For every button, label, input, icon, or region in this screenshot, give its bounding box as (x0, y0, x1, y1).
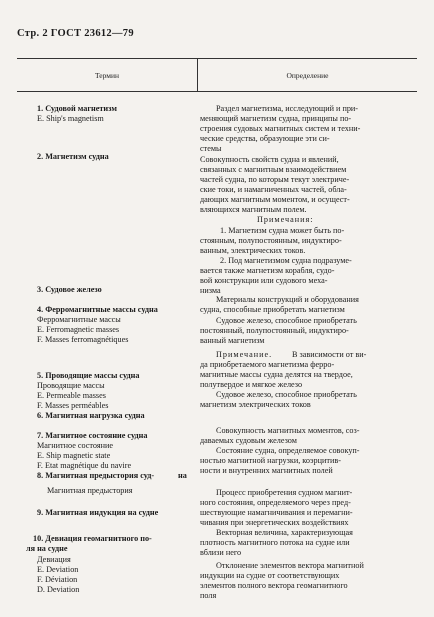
def-10-line: Отклонение элементов вектора магнитной (216, 561, 364, 570)
term-3-title: 3. Судовое железо (37, 285, 102, 294)
def-2-note-line: вой конструкции или судового меха- (200, 276, 328, 285)
def-4-line: ванный магнетизм (200, 336, 265, 345)
def-9-line: вблизи него (200, 548, 242, 557)
term-5-title: 5. Проводящие массы судна (37, 371, 140, 380)
def-2-line: связанных с магнитным взаимодействием (200, 165, 347, 174)
def-7-line: ностью магнитной нагрузки, коэрцитив- (200, 456, 341, 465)
def-2-note-line: стоянным, полупостоянным, индуктиро- (200, 236, 342, 245)
def-2-notes-title: Примечания: (257, 215, 314, 224)
column-header-definitions: Определение (286, 71, 329, 80)
term-10-title-line-2: ля на судне (26, 544, 68, 553)
def-4-note-line: магнитные массы судна делятся на твердое, (200, 370, 353, 379)
term-7-synonym: Магнитное состояние (37, 441, 114, 450)
def-4-note-line: да приобретаемого магнетизма ферро- (200, 360, 335, 369)
term-8-title-line-1: 8. Магнитная предыстория суд- (37, 471, 155, 480)
term-10-french: F. Déviation (37, 575, 78, 584)
def-3-line: Материалы конструкций и оборудования (216, 295, 359, 304)
term-7-french: F. Etat magnétique du navire (37, 461, 132, 470)
term-8-synonym: Магнитная предыстория (47, 486, 133, 495)
term-7-title: 7. Магнитное состояние судна (37, 431, 148, 440)
def-2-line: вляющихся магнитным полем. (200, 205, 307, 214)
def-3-line: судна, способные приобретать магнетизм (200, 305, 345, 314)
term-6-title: 6. Магнитная нагрузка судна (37, 411, 145, 420)
term-4-title: 4. Ферромагнитные массы судна (37, 305, 158, 314)
def-9-line: плотность магнитного потока на судне или (200, 538, 350, 547)
term-9-title: 9. Магнитная индукция на судне (37, 508, 159, 517)
def-4-note-title: Примечание. (216, 350, 273, 359)
term-10-english: E. Deviation (37, 565, 79, 574)
def-2-note-line: 2. Под магнетизмом судна подразуме- (220, 256, 352, 265)
def-8-line: ного состояния, определяемого через пред- (200, 498, 351, 507)
term-4-english: E. Ferromagnetic masses (37, 325, 120, 334)
def-1-line: Раздел магнетизма, исследующий и при- (216, 104, 359, 113)
def-7-line: ности и внутренних магнитных полей (200, 466, 333, 475)
def-1-line: меняющий магнетизм судна, принципы по- (200, 114, 352, 123)
def-8-line: чивания при энергетических воздействиях (200, 518, 349, 527)
page-header: Стр. 2 ГОСТ 23612—79 (17, 28, 134, 39)
term-1-english: E. Ship's magnetism (37, 114, 104, 123)
term-4-synonym: Ферромагнитные массы (37, 315, 121, 324)
def-1-line: ческие средства, образующие эти си- (200, 134, 330, 143)
def-2-line: частей судна, по которым текут электриче- (200, 175, 350, 184)
term-5-french: F. Masses perméables (37, 401, 109, 410)
def-5-line: Судовое железо, способное приобретать (216, 390, 357, 399)
def-6-line: даваемых судовым железом (200, 436, 297, 445)
term-2-title: 2. Магнетизм судна (37, 152, 109, 161)
def-4-line: Судовое железо, способное приобретать (216, 316, 357, 325)
def-1-line: строения судовых магнитных систем и техни- (200, 124, 361, 133)
def-2-line: дающих магнитным моментом, и осущест- (200, 195, 350, 204)
def-10-line: индукции на судне от соответствующих (200, 571, 340, 580)
term-5-synonym: Проводящие массы (37, 381, 105, 390)
def-8-line: шествующие намагничивания и перемагни- (200, 508, 353, 517)
def-4-line: постоянный, полупостоянный, индуктиро- (200, 326, 349, 335)
def-2-note-line: низма (200, 286, 221, 295)
def-4-note-line: В зависимости от ви- (292, 350, 367, 359)
def-10-line: элементов полного вектора геомагнитного (200, 581, 348, 590)
def-7-line: Состояние судна, определяемое совокуп- (216, 446, 360, 455)
term-7-english: E. Ship magnetic state (37, 451, 111, 460)
def-2-line: Совокупность свойств судна и явлений, (200, 155, 339, 164)
table-top-rule (17, 58, 417, 59)
table-header-rule (17, 91, 417, 92)
def-2-line: ские токи, и намагниченных частей, обла- (200, 185, 347, 194)
def-4-note-line: полутвердое и мягкое железо (200, 380, 303, 389)
column-header-terms: Термин (94, 71, 120, 80)
term-1-title: 1. Судовой магнетизм (37, 104, 117, 113)
term-10-title-line-1: 10. Девиация геомагнитного по- (33, 534, 152, 543)
def-2-note-line: вается также магнетизм корабля, судо- (200, 266, 335, 275)
def-5-line: магнетизм электрических токов (200, 400, 311, 409)
def-6-line: Совокупность магнитных моментов, соз- (216, 426, 360, 435)
term-10-german: D. Deviation (37, 585, 80, 594)
term-10-synonym: Девиация (37, 555, 71, 564)
def-2-note-line: ванным, электрических токов. (200, 246, 306, 255)
def-10-line: поля (200, 591, 217, 600)
term-4-french: F. Masses ferromagnétiques (37, 335, 129, 344)
def-1-line: стемы (200, 144, 222, 153)
term-5-english: E. Permeable masses (37, 391, 106, 400)
def-9-line: Векторная величина, характеризующая (216, 528, 353, 537)
def-8-line: Процесс приобретения судном магнит- (216, 488, 353, 497)
term-8-title-line-2: на (178, 471, 187, 480)
def-2-note-line: 1. Магнетизм судна может быть по- (220, 226, 345, 235)
